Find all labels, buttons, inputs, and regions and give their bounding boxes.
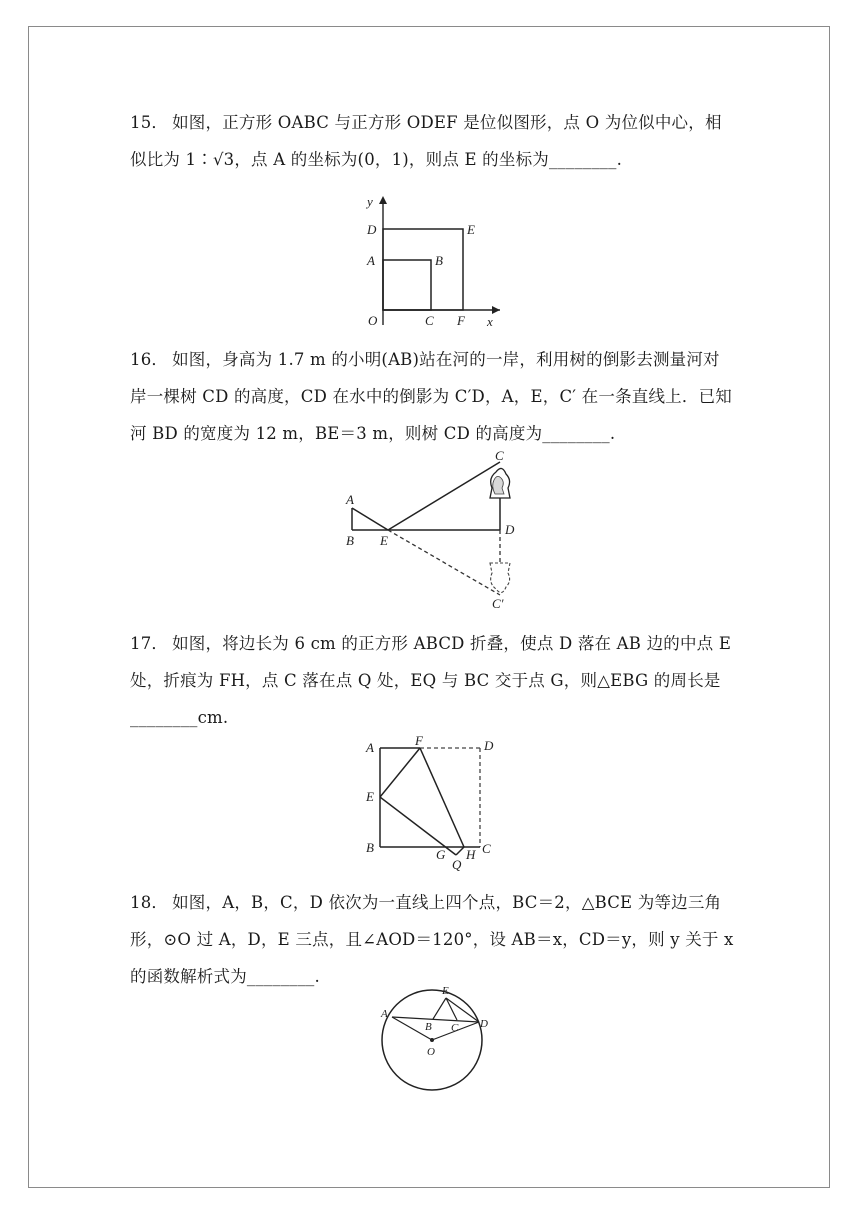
label-A: A: [366, 740, 374, 755]
label-C: C: [425, 313, 434, 328]
label-B: B: [346, 533, 354, 548]
question-text: 如图，身高为 1.7 m 的小明(AB)站在河的一岸，利用树的倒影去测量河对岸一棵树 CD 的高度，CD 在水中的倒影为 C′D，A，E，C′ 在一条直线上．已知河 BD 的宽度为 12 m，BE＝3 m，则树 CD 的高度为________.: [130, 350, 732, 443]
label-D: D: [480, 1018, 488, 1030]
label-C: C: [482, 841, 491, 856]
label-C: C: [495, 448, 504, 463]
label-G: G: [436, 847, 446, 862]
figure-16-tree-reflection: [340, 448, 530, 613]
label-O: O: [368, 313, 378, 328]
label-E: E: [442, 985, 449, 997]
question-18: [130, 884, 735, 995]
label-A: A: [381, 1008, 388, 1020]
question-15: [130, 104, 735, 178]
figure-15-coordinate-squares: [355, 192, 505, 332]
label-A: A: [346, 492, 354, 507]
label-D: D: [505, 522, 515, 537]
figure-17-folded-square: [360, 735, 510, 875]
question-17: [130, 625, 735, 736]
label-D: D: [484, 738, 494, 753]
question-number: 16．: [130, 350, 169, 369]
question-number: 17．: [130, 634, 169, 653]
label-C-prime: C′: [492, 596, 504, 611]
label-E: E: [366, 789, 374, 804]
label-F: F: [457, 313, 465, 328]
figure-18-circle: [375, 982, 495, 1097]
label-E: E: [380, 533, 388, 548]
label-B: B: [425, 1021, 432, 1033]
label-y: y: [367, 194, 373, 209]
question-16: [130, 341, 735, 452]
label-H: H: [466, 847, 476, 862]
label-A: A: [367, 253, 375, 268]
label-O: O: [427, 1046, 435, 1058]
label-B: B: [366, 840, 374, 855]
question-number: 15．: [130, 113, 169, 132]
label-Q: Q: [452, 857, 462, 872]
label-B: B: [435, 253, 443, 268]
question-text: 如图，正方形 OABC 与正方形 ODEF 是位似图形，点 O 为位似中心，相似比为 1∶√3，点 A 的坐标为(0，1)，则点 E 的坐标为________.: [130, 113, 722, 169]
label-C: C: [451, 1022, 459, 1034]
question-number: 18．: [130, 893, 169, 912]
question-text: 如图，将边长为 6 cm 的正方形 ABCD 折叠，使点 D 落在 AB 边的中点 E 处，折痕为 FH，点 C 落在点 Q 处，EQ 与 BC 交于点 G，则△EBG 的周长是________cm.: [130, 634, 732, 727]
label-E: E: [467, 222, 475, 237]
label-D: D: [367, 222, 377, 237]
question-text: 如图，A，B，C，D 依次为一直线上四个点，BC＝2，△BCE 为等边三角形，⊙O 过 A，D，E 三点，且∠AOD＝120°，设 AB＝x，CD＝y，则 y 关于 x 的函数解析式为________.: [130, 893, 734, 986]
label-F: F: [415, 735, 423, 748]
label-x: x: [487, 314, 493, 329]
